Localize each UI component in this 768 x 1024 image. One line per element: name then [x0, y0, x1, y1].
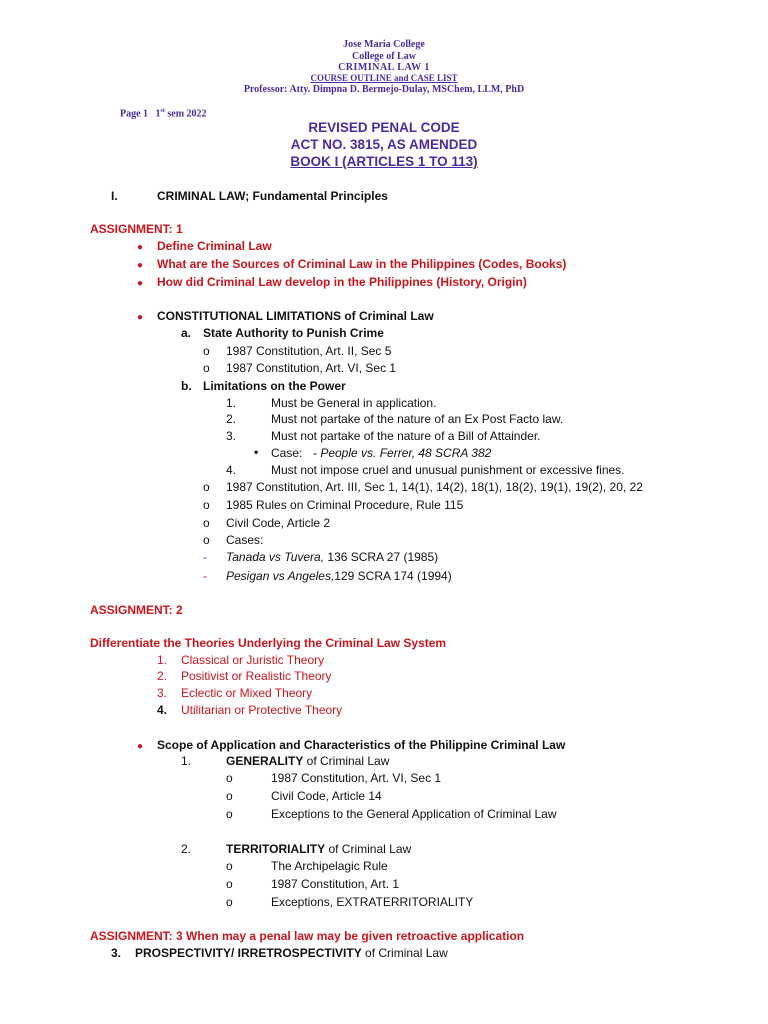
theory-text: Utilitarian or Protective Theory	[181, 703, 343, 717]
numbered-text: Must not impose cruel and unusual punishment or excessive fines.	[271, 463, 625, 477]
page-label: Page 1	[120, 108, 149, 120]
numbered-num: 1.	[226, 396, 237, 410]
case-name: Tanada vs Tuvera,	[226, 550, 325, 564]
characteristic-num: 2.	[181, 842, 192, 856]
assignment-2-heading: Differentiate the Theories Underlying the Criminal Law System	[90, 636, 447, 650]
assignment-3-text: When may a penal law may be given retroactive application	[182, 929, 525, 943]
circle-bullet-icon: o	[203, 344, 210, 358]
circle-bullet-icon: o	[226, 877, 233, 891]
ref-item: The Archipelagic Rule	[271, 859, 388, 873]
numbered-text: Must not partake of the nature of an Ex Post Facto law.	[271, 412, 564, 426]
constitutional-heading	[157, 309, 434, 324]
numbered-text: Must not partake of the nature of a Bill of Attainder.	[271, 429, 541, 443]
circle-bullet-icon: o	[226, 771, 233, 785]
theory-num: 4.	[157, 703, 168, 717]
bullet-icon: ●	[137, 242, 144, 253]
semester-sup: st	[160, 108, 165, 114]
numbered-text: Must be General in application.	[271, 396, 437, 410]
college-name: College of Law	[352, 51, 416, 62]
school-name: Jose Maria College	[343, 39, 425, 50]
circle-bullet-icon: o	[226, 807, 233, 821]
case-ref: 136 SCRA 27 (1985)	[324, 550, 439, 564]
case-ref: 129 SCRA 174 (1994)	[334, 569, 452, 583]
dash-icon: -	[203, 550, 207, 564]
circle-bullet-icon: o	[203, 498, 210, 512]
constitutional-bold: CONSTITUTIONAL LIMITATIONS	[157, 309, 341, 323]
ref-item: Civil Code, Article 2	[226, 516, 331, 530]
ref-item: 1987 Constitution, Art. VI, Sec 1	[226, 361, 397, 375]
title-line-2: ACT NO. 3815, AS AMENDED	[290, 137, 478, 152]
assignment-1-item: How did Criminal Law develop in the Philippines (History, Origin)	[157, 275, 527, 289]
numbered-num: 3.	[226, 429, 237, 443]
circle-bullet-icon: o	[226, 789, 233, 803]
ref-item: Civil Code, Article 14	[271, 789, 382, 803]
assignment-1-item: Define Criminal Law	[157, 239, 272, 253]
sub-b-label: b.	[181, 379, 192, 393]
case-citation	[226, 569, 452, 584]
numbered-num: 2.	[226, 412, 237, 426]
sub-a-title: State Authority to Punish Crime	[203, 326, 384, 340]
course-subtitle: COURSE OUTLINE and CASE LIST	[310, 73, 458, 83]
case-citation	[226, 550, 438, 565]
section-numeral: I.	[111, 189, 118, 203]
territoriality-bold: TERRITORIALITY	[226, 842, 326, 856]
sub-a-label: a.	[181, 326, 192, 340]
circle-bullet-icon: o	[203, 361, 210, 375]
characteristic-num: 3.	[111, 946, 122, 960]
semester-number: 1	[155, 108, 161, 120]
semester-label: sem 2022	[167, 108, 207, 120]
constitutional-rest: of Criminal Law	[340, 309, 434, 323]
assignment-2-label: ASSIGNMENT: 2	[90, 603, 183, 617]
prospectivity-heading	[135, 946, 448, 961]
generality-heading	[226, 754, 389, 769]
theory-text: Classical or Juristic Theory	[181, 653, 325, 667]
ref-item: Exceptions, EXTRATERRITORIALITY	[271, 895, 474, 909]
page-indicator	[120, 108, 207, 119]
characteristic-num: 1.	[181, 754, 192, 768]
ref-item: 1987 Constitution, Art. VI, Sec 1	[271, 771, 442, 785]
circle-bullet-icon: o	[226, 859, 233, 873]
case-name: Pesigan vs Angeles,	[226, 569, 335, 583]
prospectivity-rest: of Criminal Law	[361, 946, 448, 960]
course-name: CRIMINAL LAW 1	[338, 62, 430, 73]
case-text: - People vs. Ferrer, 48 SCRA 382	[313, 446, 492, 460]
territoriality-rest: of Criminal Law	[325, 842, 412, 856]
prospectivity-bold: PROSPECTIVITY/ IRRETROSPECTIVITY	[135, 946, 362, 960]
bullet-icon: ●	[137, 260, 144, 271]
title-line-3: BOOK I (ARTICLES 1 TO 113)	[290, 154, 478, 169]
assignment-3-label: ASSIGNMENT: 3	[90, 929, 183, 943]
generality-rest: of Criminal Law	[303, 754, 390, 768]
ref-item: 1987 Constitution, Art. II, Sec 5	[226, 344, 392, 358]
circle-bullet-icon: o	[226, 895, 233, 909]
numbered-num: 4.	[226, 463, 237, 477]
assignment-1-item: What are the Sources of Criminal Law in the Philippines (Codes, Books)	[157, 257, 567, 271]
sub-b-title: Limitations on the Power	[203, 379, 346, 393]
professor-line: Professor: Atty. Dimpna D. Bermejo-Dulay, MSChem, LLM, PhD	[243, 84, 525, 95]
theory-num: 2.	[157, 669, 168, 683]
bullet-icon: ●	[137, 278, 144, 289]
circle-bullet-icon: o	[203, 533, 210, 547]
circle-bullet-icon: o	[203, 516, 210, 530]
title-line-1: REVISED PENAL CODE	[308, 120, 460, 135]
circle-bullet-icon: o	[203, 480, 210, 494]
ref-item: 1987 Constitution, Art. 1	[271, 877, 400, 891]
assignment-1-label: ASSIGNMENT: 1	[90, 222, 183, 236]
ref-item: 1987 Constitution, Art. III, Sec 1, 14(1), 14(2), 18(1), 18(2), 19(1), 19(2), 20, 22	[226, 480, 643, 494]
territoriality-heading	[226, 842, 411, 857]
scope-title: Scope of Application and Characteristics of the Philippine Criminal Law	[157, 738, 566, 752]
case-label: Case:	[271, 446, 303, 460]
dash-icon: -	[203, 569, 207, 583]
ref-item: Cases:	[226, 533, 264, 547]
bullet-icon: ●	[137, 312, 144, 323]
theory-num: 1.	[157, 653, 168, 667]
assignment-3	[90, 929, 524, 944]
section-title: CRIMINAL LAW; Fundamental Principles	[157, 189, 388, 203]
theory-num: 3.	[157, 686, 168, 700]
ref-item: 1985 Rules on Criminal Procedure, Rule 115	[226, 498, 464, 512]
bullet-icon: ●	[137, 741, 144, 752]
ref-item: Exceptions to the General Application of Criminal Law	[271, 807, 557, 821]
theory-text: Eclectic or Mixed Theory	[181, 686, 313, 700]
generality-bold: GENERALITY	[226, 754, 304, 768]
theory-text: Positivist or Realistic Theory	[181, 669, 332, 683]
square-bullet-icon: •	[254, 445, 259, 459]
